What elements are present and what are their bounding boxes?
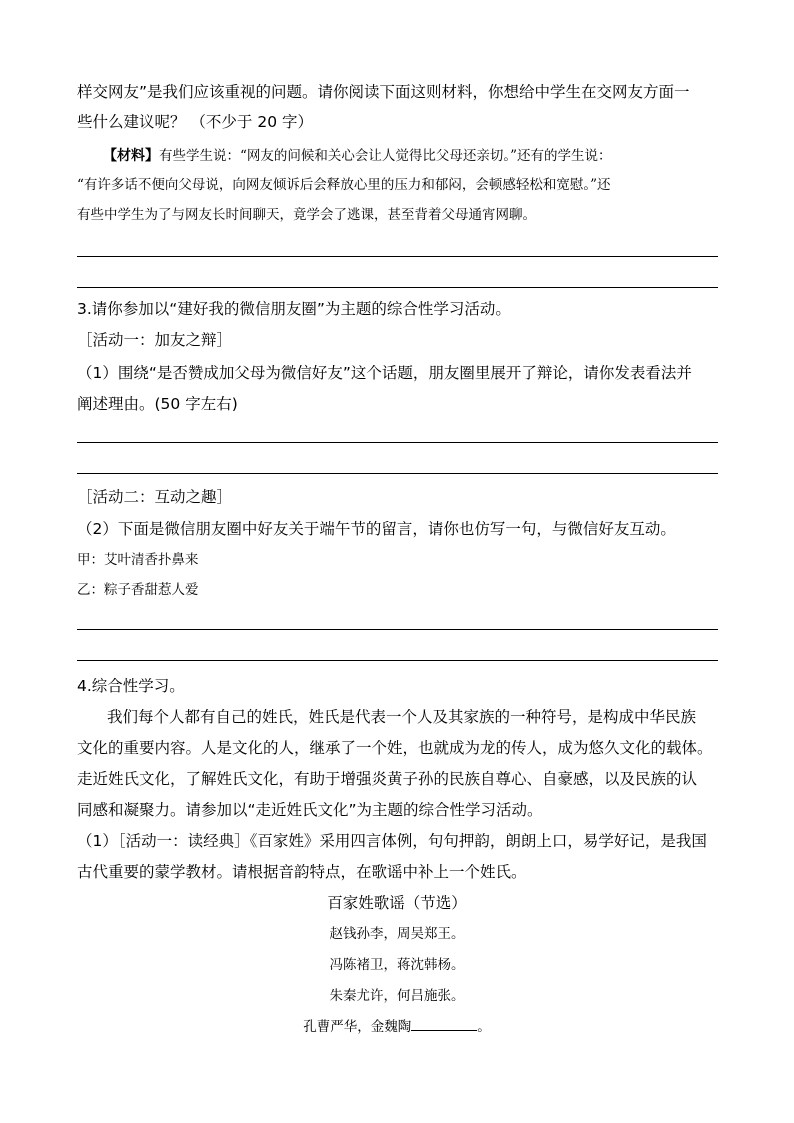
q3-activity-2-heading: ［活动二：互动之趣］ (77, 488, 233, 506)
material-label: 【材料】 (103, 148, 159, 164)
poem-line-4-end: 。 (477, 1019, 491, 1035)
q2-prompt-line-1: 样交网友”是我们应该重视的问题。请你阅读下面这则材料，你想给中学生在交网友方面一 (77, 83, 690, 101)
q2-prompt-line-2: 些什么建议呢？ （不少于 20 字） (77, 113, 314, 131)
answer-line[interactable] (77, 442, 718, 443)
q3-example-yi: 乙：粽子香甜惹人爱 (77, 582, 199, 598)
q3-activity-1-heading: ［活动一：加友之辩］ (77, 331, 233, 349)
answer-line[interactable] (77, 660, 718, 661)
q4-title: 4.综合性学习。 (77, 677, 185, 695)
fill-in-blank[interactable] (411, 1015, 477, 1031)
q2-material-line-3: 有些中学生为了与网友长时间聊天，竟学会了逃课，甚至背着父母通宵网聊。 (77, 207, 536, 223)
answer-line[interactable] (77, 256, 718, 257)
poem-line-1: 赵钱孙李，周吴郑王。 (329, 926, 465, 942)
q4-passage-line-2: 文化的重要内容。人是文化的人，继承了一个姓，也就成为龙的传人，成为悠久文化的载体。 (77, 739, 713, 757)
q3-item-1-line-1: （1）围绕“是否赞成加父母为微信好友”这个话题，朋友圈里展开了辩论，请你发表看法并 (77, 364, 692, 382)
answer-line[interactable] (77, 473, 718, 474)
q2-material-line-1 (103, 144, 743, 168)
material-text-1: 有些学生说：“网友的问候和关心会让人觉得比父母还亲切。”还有的学生说： (159, 148, 612, 164)
poem-line-2: 冯陈褚卫，蒋沈韩杨。 (329, 957, 465, 973)
poem-line-4 (0, 1015, 794, 1039)
q3-item-1-line-2: 阐述理由。(50 字左右) (77, 395, 238, 413)
q4-passage-line-3: 走近姓氏文化，了解姓氏文化，有助于增强炎黄子孙的民族自尊心、自豪感，以及民族的认 (77, 770, 698, 788)
poem-line-3: 朱秦尤许，何吕施张。 (329, 988, 465, 1004)
q3-item-2: （2）下面是微信朋友圈中好友关于端午节的留言，请你也仿写一句，与微信好友互动。 (77, 520, 676, 538)
q3-title: 3.请你参加以“建好我的微信朋友圈”为主题的综合性学习活动。 (77, 300, 511, 318)
q4-passage-line-1: 我们每个人都有自己的姓氏，姓氏是代表一个人及其家族的一种符号，是构成中华民族 (107, 708, 697, 726)
poem-title: 百家姓歌谣（节选） (327, 894, 467, 912)
q2-material-line-2: “有许多话不便向父母说，向网友倾诉后会释放心里的压力和郁闷，会顿感轻松和宽慰。”还 (77, 177, 611, 193)
q4-passage-line-4: 同感和凝聚力。请参加以“走近姓氏文化”为主题的综合性学习活动。 (77, 801, 543, 819)
answer-line[interactable] (77, 629, 718, 630)
q4-item-1-line-2: 古代重要的蒙学教材。请根据音韵特点，在歌谣中补上一个姓氏。 (77, 863, 527, 881)
poem-line-4-text: 孔曹严华，金魏陶 (303, 1019, 412, 1035)
answer-line[interactable] (77, 287, 718, 288)
q4-item-1-line-1: （1）［活动一：读经典］《百家姓》采用四言体例，句句押韵，朗朗上口，易学好记，是我国 (77, 832, 707, 850)
q3-example-jia: 甲：艾叶清香扑鼻来 (77, 552, 199, 568)
